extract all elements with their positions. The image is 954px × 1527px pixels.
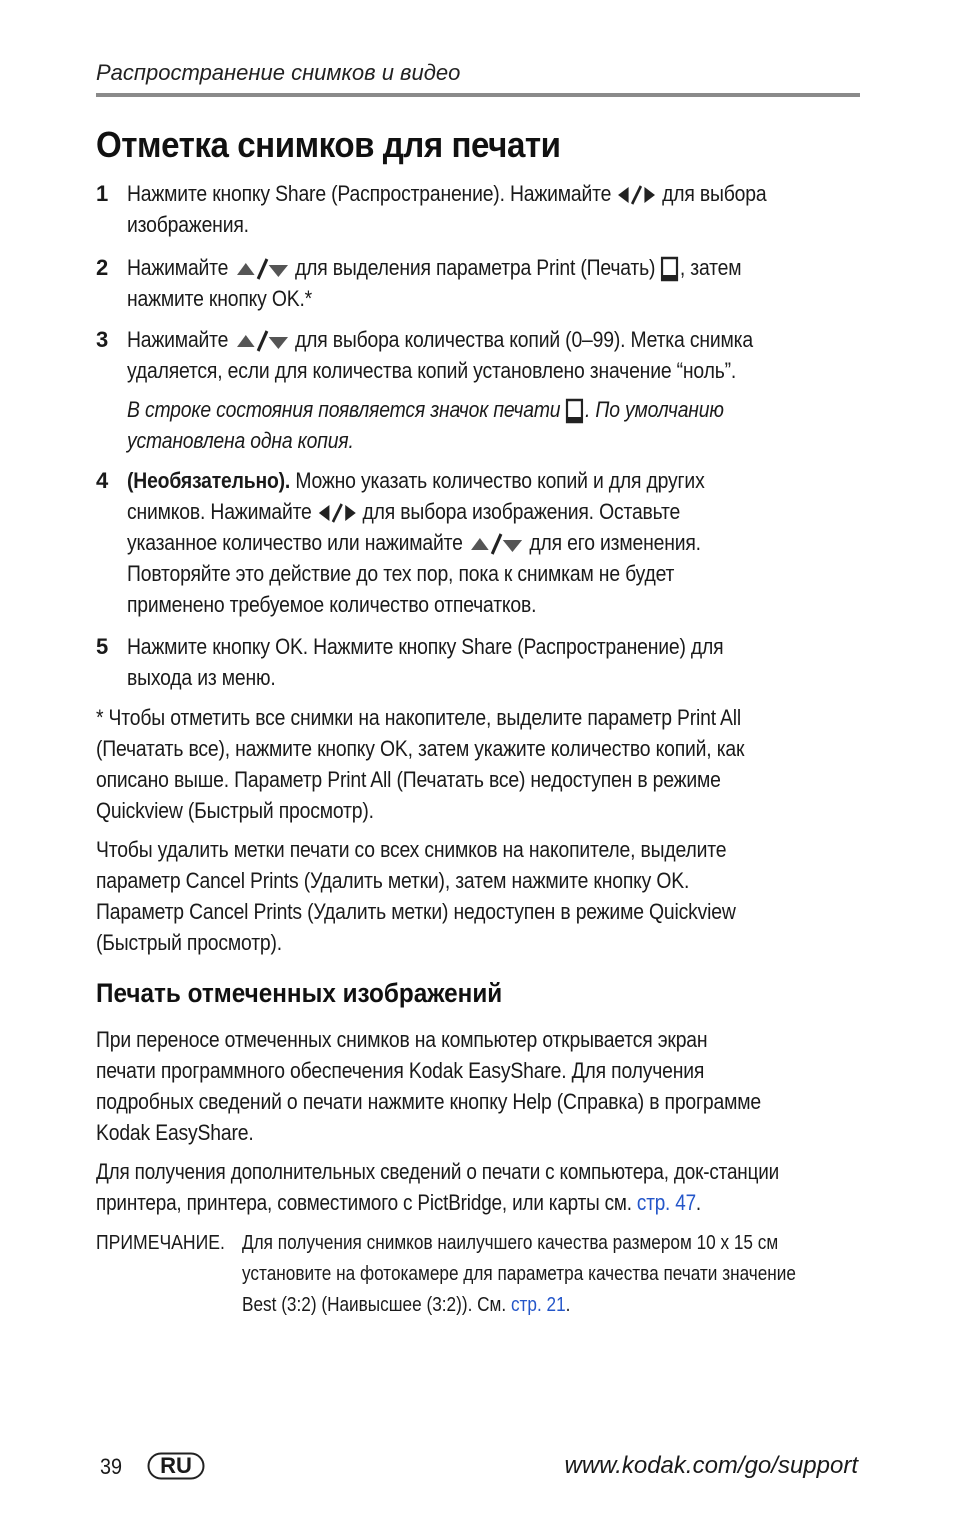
page-title: Отметка снимков для печати bbox=[96, 124, 561, 165]
step-number: 1 bbox=[96, 181, 109, 206]
running-head: Распространение снимков и видео bbox=[96, 60, 461, 85]
section-subheading: Печать отмеченных изображений bbox=[96, 978, 503, 1008]
transfer-paragraph: При переносе отмеченных снимков на компьютер открывается экран печати программного обеспечения Kodak EasyShare. Для получения подробных сведений о печати нажмите кнопку Help (Справка) в программе Kodak EasyShare. bbox=[96, 1027, 761, 1145]
page-21-link[interactable]: стр. 21 bbox=[510, 1294, 566, 1316]
page-47-link[interactable]: стр. 47 bbox=[636, 1190, 696, 1215]
footnote-paragraph: * Чтобы отметить все снимки на накопителе, выделите параметр Print All (Печатать все), нажмите кнопку OK, затем укажите количество копий, как описано выше. Параметр Print All (Печатать все) недоступен в режиме Quickview (Быстрый просмотр). bbox=[96, 705, 745, 823]
status-bar-note: В строке состояния появляется значок печати . По умолчанию установлена одна копия. bbox=[127, 397, 724, 453]
step-text: Нажмите кнопку OK. Нажмите кнопку Share (Распространение) для выхода из меню. bbox=[127, 634, 724, 690]
up-down-arrows-icon bbox=[468, 532, 524, 556]
language-code: RU bbox=[160, 1453, 192, 1478]
left-right-arrows-icon bbox=[616, 184, 656, 206]
step-text: (Необязательно). Можно указать количество копий и для других снимков. Нажимайте для выбора изображения. Оставьте указанное количество или нажимайте для его изменения. Повторяйте это действие до тех пор, пока к снимкам не будет применено требуемое количество отпечатков. bbox=[127, 468, 705, 617]
header-rule bbox=[96, 93, 860, 97]
left-right-arrows-icon bbox=[317, 502, 357, 524]
print-icon bbox=[661, 256, 680, 282]
step-number: 4 bbox=[96, 468, 109, 493]
note-text: Для получения снимков наилучшего качества размером 10 x 15 см установите на фотокамере для параметра качества печати значение Best (3:2) (Наивысшее (3:2)). См. стр. 21. bbox=[242, 1232, 796, 1316]
page-number: 39 bbox=[100, 1454, 123, 1479]
more-info-paragraph: Для получения дополнительных сведений о печати с компьютера, док-станции принтера, принтера, совместимого с PictBridge, или карты см. стр. 47. bbox=[96, 1159, 780, 1215]
up-down-arrows-icon bbox=[233, 329, 289, 353]
step-text: Нажмите кнопку Share (Распространение). Нажимайте для выбора изображения. bbox=[127, 181, 767, 237]
optional-label: (Необязательно). bbox=[127, 468, 291, 493]
step-number: 3 bbox=[96, 327, 109, 352]
step-text: Нажимайте для выделения параметра Print (Печать) , затем нажмите кнопку OK.* bbox=[127, 255, 742, 311]
support-url: www.kodak.com/go/support bbox=[564, 1452, 858, 1479]
note-label: ПРИМЕЧАНИЕ. bbox=[96, 1232, 225, 1254]
step-number: 2 bbox=[96, 255, 109, 280]
print-icon bbox=[566, 398, 585, 424]
step-text: Нажимайте для выбора количества копий (0–99). Метка снимка удаляется, если для количества копий установлено значение “ноль”. bbox=[127, 327, 753, 383]
cancel-prints-paragraph: Чтобы удалить метки печати со всех снимков на накопителе, выделите параметр Cancel Prints (Удалить метки), затем нажмите кнопку OK. Параметр Cancel Prints (Удалить метки) недоступен в режиме Quickview (Быстрый просмотр). bbox=[96, 837, 736, 955]
language-badge bbox=[147, 1452, 205, 1480]
up-down-arrows-icon bbox=[233, 257, 289, 281]
step-number: 5 bbox=[96, 634, 109, 659]
